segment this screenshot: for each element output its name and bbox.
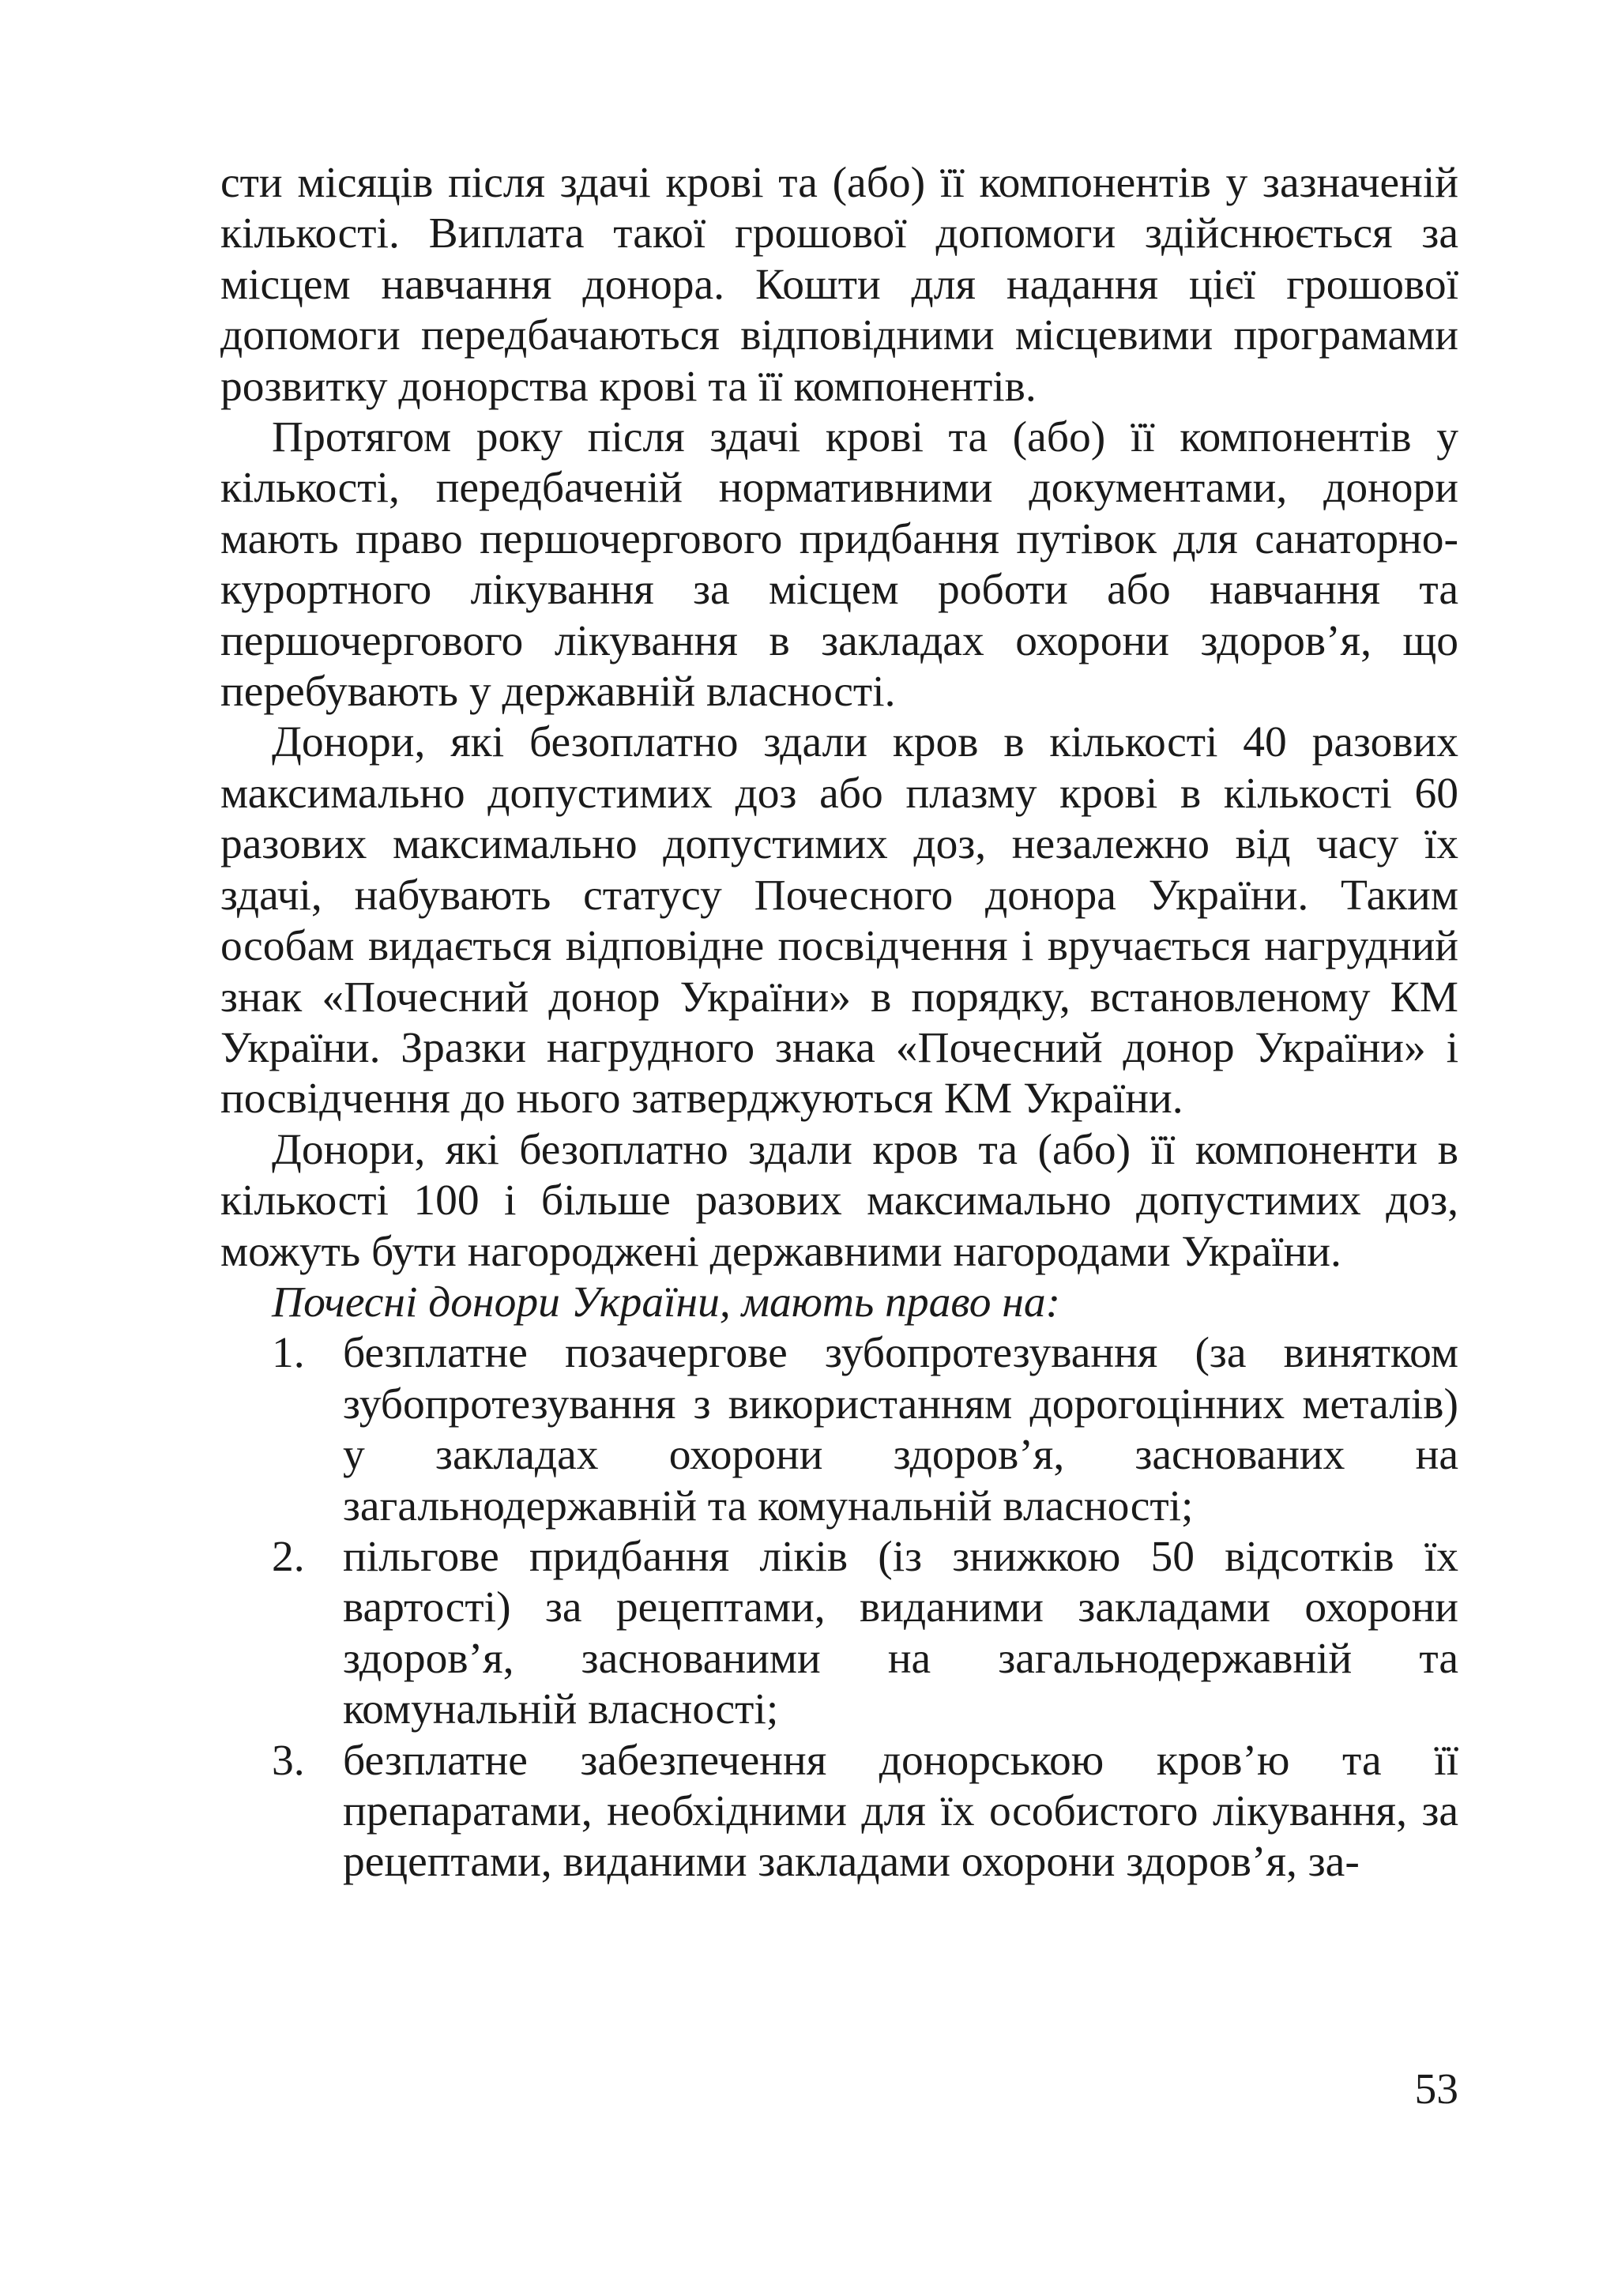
list-item-number: 3. [272,1736,305,1785]
list-item-number: 2. [272,1532,305,1581]
rights-list [220,1328,1458,1888]
list-item [220,1736,1458,1888]
list-item-number: 1. [272,1329,305,1378]
list-item [220,1532,1458,1736]
page-body [220,158,1458,1888]
paragraph-state-awards: Донори, які безоплатно здали кров та (або) її компоненти в кількості 100 і більше разових максимально допустимих доз, можуть бути нагороджені державними нагородами України. [220,1125,1458,1276]
paragraph-continuation: сти місяців після здачі крові та (або) її компонентів у зазначеній кількості. Виплата такої грошової допомоги здійснюється за місцем навчання донора. Кошти для надання цієї грошової допомоги передбачаються відповідними місцевими програмами розвитку донорства крові та її компонентів. [220,159,1458,411]
list-item-text: пільгове придбання ліків (із знижкою 50 відсотків їх вартості) за рецептами, виданими закладами охорони здоров’я, заснованими на загальнодержавній та комунальній власності; [343,1532,1458,1734]
paragraph-honorary-donor-status: Донори, які безоплатно здали кров в кількості 40 разових максимально допустимих доз або плазму крові в кількості 60 разових максимально допустимих доз, незалежно від часу їх здачі, набувають статусу Почесного донора України. Таким особам видається відповідне посвідчення і вручається нагрудний знак «Почесний донор України» в порядку, встановленому КМ України. Зразки нагрудного знака «Почесний донор України» і посвідчення до нього затверджуються КМ України. [220,718,1458,1124]
list-item-text: безплатне позачергове зубопротезування (за винятком зубопротезування з використанням дорогоцінних металів) у закладах охорони здоров’я, заснованих на загальнодержавній та комунальній власності; [343,1329,1458,1530]
list-intro: Почесні донори України, мають право на: [272,1278,1061,1327]
page-number: 53 [1414,2065,1458,2113]
paragraph-annual-rights: Протягом року після здачі крові та (або) її компонентів у кількості, передбаченій нормативними документами, донори мають право першочергового придбання путівок для санаторно-курортного лікування за місцем роботи або навчання та першочергового лікування в закладах охорони здоров’я, що перебувають у державній власності. [220,413,1458,717]
list-item-text: безплатне забезпечення донорською кров’ю та її препаратами, необхідними для їх особистого лікування, за рецептами, виданими закладами охорони здоров’я, за- [343,1736,1458,1887]
list-item [220,1328,1458,1532]
